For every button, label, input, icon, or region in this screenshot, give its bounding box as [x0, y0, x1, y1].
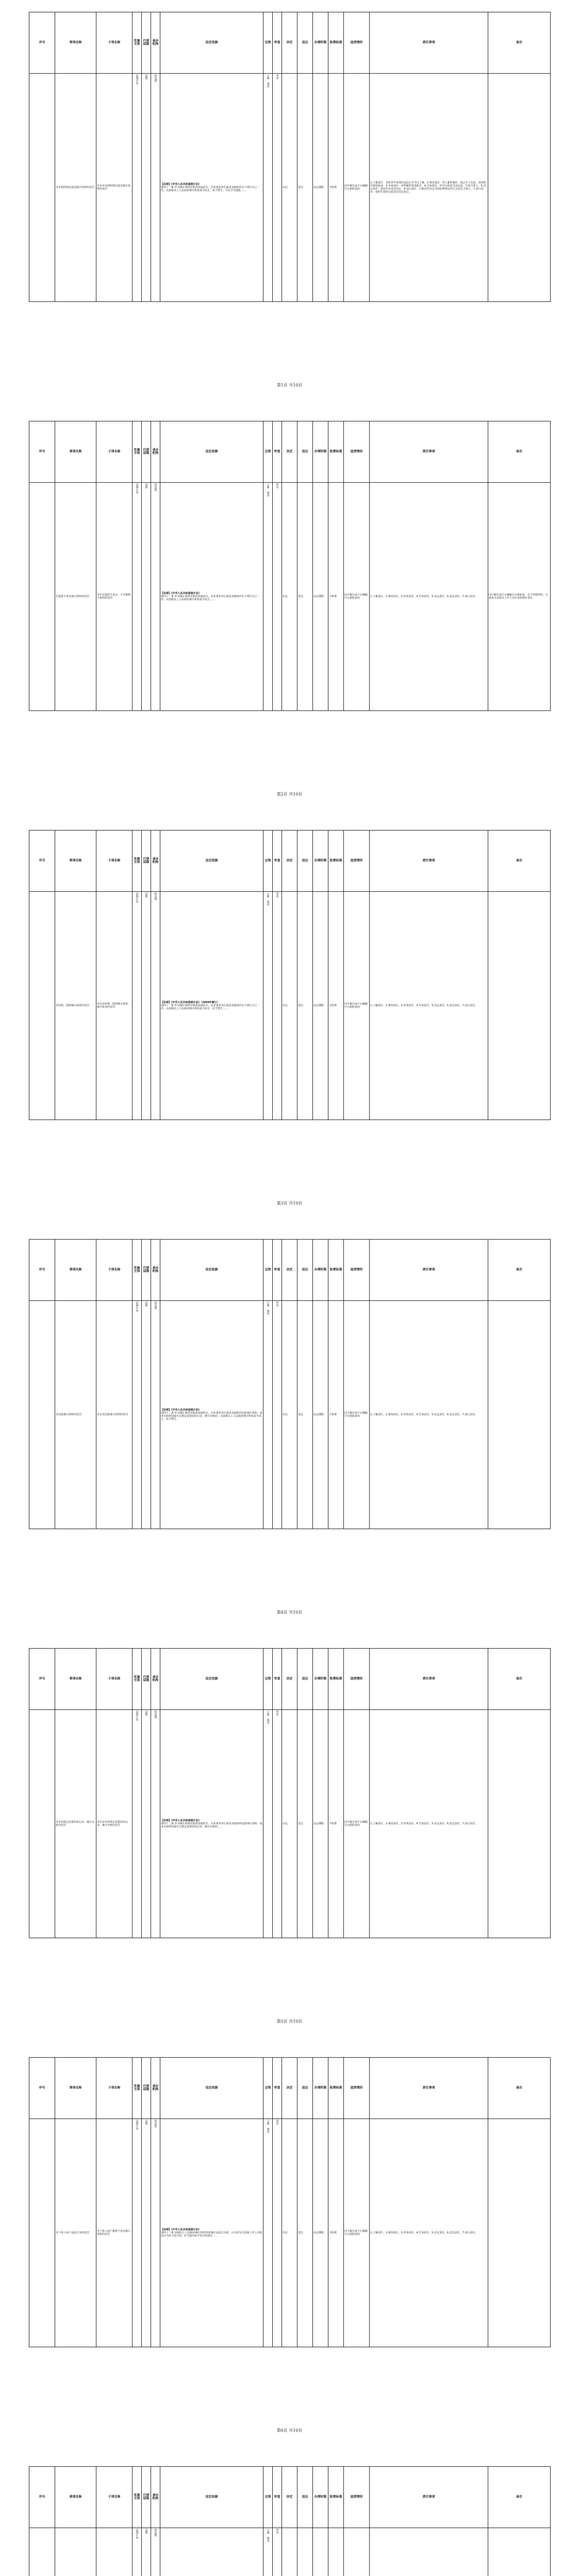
- cell-subject: 县统计局: [133, 483, 142, 711]
- cell-liability: 因不履行或不正确履行行政职责的: [344, 2119, 370, 2347]
- column-header: 设定依据: [160, 2467, 263, 2528]
- cell-subject: 县统计局: [133, 1710, 142, 1938]
- table-row: [29, 74, 551, 302]
- cell-limit: 法定期限: [313, 483, 328, 711]
- cell-basis: 【法律】《中华人民共和国统计法》 第四十三条 县级以上人民政府统计机构查处统计违法行为时，认为对有关国家工作人员依法应当给予处分的，应当提出给予处分的建议……: [160, 2119, 263, 2347]
- table-row: [29, 2119, 551, 2347]
- column-header: 实施主体: [133, 421, 142, 483]
- column-header: 办理时限: [313, 1649, 328, 1710]
- power-list-table: [29, 421, 551, 711]
- column-header: 子项名称: [96, 12, 133, 74]
- column-header: 备注: [488, 1649, 551, 1710]
- column-header: 责任事项: [370, 831, 488, 892]
- column-header: 办理时限: [313, 2467, 328, 2528]
- column-header: 事项名称: [55, 421, 96, 483]
- cell-decision: 决定: [282, 1710, 297, 1938]
- cell-deliver: 送达: [297, 2119, 313, 2347]
- page-footer: 第6页 共10页: [276, 2428, 303, 2433]
- cell-fee: 不收费: [328, 1710, 344, 1938]
- cell-level: 县级: [142, 2119, 151, 2347]
- column-header: 实施主体: [133, 831, 142, 892]
- cell-item: 对未按规定设置原始记录、统计台账的处罚: [55, 1710, 96, 1938]
- column-header: 设定依据: [160, 12, 263, 74]
- header-row: [29, 2467, 551, 2528]
- cell-liability: 因不履行或不正确履行行政职责的: [344, 892, 370, 1120]
- header-row: [29, 2058, 551, 2119]
- column-header: 审查: [273, 12, 282, 74]
- table-row: [29, 1710, 551, 1938]
- column-header: 决定: [282, 12, 297, 74]
- column-header: 子项名称: [96, 2467, 133, 2528]
- cell-process: 立案 调查: [263, 2528, 273, 2576]
- cell-item: [55, 2528, 96, 2576]
- column-header: 过程: [263, 2467, 273, 2528]
- cell-id: [29, 2528, 55, 2576]
- column-header: 收费标准: [328, 421, 344, 483]
- cell-level: 县级: [142, 1301, 151, 1529]
- cell-limit: 法定期限: [313, 1710, 328, 1938]
- column-header: 送达: [297, 1649, 313, 1710]
- power-list-table: [29, 2057, 551, 2347]
- cell-deliver: 送达: [297, 74, 313, 302]
- column-header: 序号: [29, 421, 55, 483]
- cell-decision: 决定: [282, 483, 297, 711]
- cell-fee: 不收费: [328, 892, 344, 1120]
- column-header: 事项名称: [55, 831, 96, 892]
- column-header: 承办机构: [151, 1649, 160, 1710]
- cell-item: 对个体工商户违法行为的处罚: [55, 2119, 96, 2347]
- page-footer: 第1页 共10页: [276, 383, 303, 387]
- column-header: 备注: [488, 421, 551, 483]
- cell-fee: 不收费: [328, 2119, 344, 2347]
- cell-fee: 不收费: [328, 483, 344, 711]
- cell-review: 审查: [273, 2528, 282, 2576]
- cell-item: 对拒绝、阻碍统计调查的处罚: [55, 892, 96, 1120]
- column-header: 设定依据: [160, 831, 263, 892]
- header-row: [29, 12, 551, 74]
- cell-liability: 因不履行或不正确履行行政职责的: [344, 1710, 370, 1938]
- column-header: 办理时限: [313, 831, 328, 892]
- page-footer: 第4页 共10页: [276, 1610, 303, 1615]
- column-header: 过程: [263, 12, 273, 74]
- page: [0, 818, 579, 1227]
- cell-note: [488, 2528, 551, 2576]
- column-header: 承办机构: [151, 1240, 160, 1301]
- cell-org: 执法股: [151, 1301, 160, 1529]
- column-header: 承办机构: [151, 2467, 160, 2528]
- power-list-table: [29, 830, 551, 1120]
- column-header: 过程: [263, 2058, 273, 2119]
- cell-basis: 【法律】《中华人民共和国统计法》 第四十一条 作为统计调查对象的国家机关、企业事业单位或者其他组织有下列行为之一的，由县级以上人民政府统计机构责令改正，给予警告，可以予以通报……: [160, 74, 263, 302]
- cell-limit: 法定期限: [313, 1301, 328, 1529]
- column-header: 设定依据: [160, 1649, 263, 1710]
- column-header: 实施主体: [133, 12, 142, 74]
- cell-fee: 不收费: [328, 74, 344, 302]
- column-header: 行使层级: [142, 421, 151, 483]
- column-header: 收费标准: [328, 2058, 344, 2119]
- column-header: 备注: [488, 831, 551, 892]
- column-header: 行使层级: [142, 12, 151, 74]
- page: [0, 2045, 579, 2454]
- power-list-table: [29, 1648, 551, 1938]
- column-header: 审查: [273, 2467, 282, 2528]
- cell-sub: 对企业提供不真实、不完整统计资料的处罚: [96, 483, 133, 711]
- page: [0, 0, 579, 409]
- cell-basis: 【法律】《中华人民共和国统计法》 第四十二条 作为统计调查对象的国家机关、企业事业单位或者其他组织迟报统计资料，或者未按照国家有关规定设置原始记录、统计台账的……: [160, 1710, 263, 1938]
- column-header: 追责情形: [344, 1240, 370, 1301]
- column-header: 审查: [273, 2058, 282, 2119]
- column-header: 收费标准: [328, 831, 344, 892]
- cell-org: 执法股: [151, 74, 160, 302]
- column-header: 事项名称: [55, 1240, 96, 1301]
- cell-org: 执法股: [151, 2528, 160, 2576]
- column-header: 决定: [282, 1240, 297, 1301]
- cell-sub: 对企业未按规定设置原始记录、统计台账的处罚: [96, 1710, 133, 1938]
- cell-liability: 因不履行或不正确履行行政职责的: [344, 74, 370, 302]
- column-header: 过程: [263, 1240, 273, 1301]
- cell-decision: 决定: [282, 1301, 297, 1529]
- cell-fee: 不收费: [328, 1301, 344, 1529]
- cell-process: 立案 调查: [263, 2119, 273, 2347]
- column-header: 决定: [282, 2058, 297, 2119]
- column-header: 送达: [297, 421, 313, 483]
- cell-org: 执法股: [151, 1710, 160, 1938]
- page-footer: 第5页 共10页: [276, 2019, 303, 2024]
- header-row: [29, 1240, 551, 1301]
- cell-sub: [96, 2528, 133, 2576]
- column-header: 收费标准: [328, 1240, 344, 1301]
- cell-sub: 对个体工商户提供不真实统计资料的处罚: [96, 2119, 133, 2347]
- column-header: 设定依据: [160, 421, 263, 483]
- cell-level: 县级: [142, 2528, 151, 2576]
- cell-deliver: 送达: [297, 483, 313, 711]
- cell-review: 审查: [273, 892, 282, 1120]
- cell-subject: 县统计局: [133, 2119, 142, 2347]
- cell-duty: 1.立案责任。2.调查责任。3.审查责任。4.告知责任。5.决定责任。6.送达责任。7.执行责任。: [370, 892, 488, 1120]
- cell-limit: 法定期限: [313, 74, 328, 302]
- cell-level: 县级: [142, 483, 151, 711]
- column-header: 设定依据: [160, 2058, 263, 2119]
- cell-org: 执法股: [151, 483, 160, 711]
- column-header: 责任事项: [370, 1649, 488, 1710]
- column-header: 追责情形: [344, 2467, 370, 2528]
- column-header: 实施主体: [133, 2467, 142, 2528]
- page: [0, 409, 579, 818]
- power-list-table: [29, 12, 551, 302]
- column-header: 序号: [29, 2467, 55, 2528]
- cell-duty: 1.立案责任。2.调查责任。3.审查责任。4.告知责任。5.决定责任。6.送达责任。7.执行责任。: [370, 2119, 488, 2347]
- cell-fee: [328, 2528, 344, 2576]
- column-header: 行使层级: [142, 2467, 151, 2528]
- column-header: 办理时限: [313, 2058, 328, 2119]
- column-header: 序号: [29, 1240, 55, 1301]
- cell-review: 审查: [273, 1710, 282, 1938]
- cell-note: [488, 1301, 551, 1529]
- table-row: [29, 2528, 551, 2576]
- column-header: 备注: [488, 1240, 551, 1301]
- cell-review: 审查: [273, 1301, 282, 1529]
- cell-item: 对提供不真实统计资料的处罚: [55, 483, 96, 711]
- column-header: 收费标准: [328, 1649, 344, 1710]
- cell-org: 执法股: [151, 892, 160, 1120]
- column-header: 序号: [29, 831, 55, 892]
- cell-subject: 县统计局: [133, 74, 142, 302]
- column-header: 过程: [263, 831, 273, 892]
- cell-basis: [160, 2528, 263, 2576]
- cell-liability: 因不履行或不正确履行行政职责的: [344, 483, 370, 711]
- cell-level: 县级: [142, 1710, 151, 1938]
- cell-limit: [313, 2528, 328, 2576]
- column-header: 子项名称: [96, 2058, 133, 2119]
- column-header: 办理时限: [313, 1240, 328, 1301]
- cell-duty: 1.立案责任。2.调查责任。3.审查责任。4.告知责任。5.决定责任。6.送达责任。7.执行责任。: [370, 1301, 488, 1529]
- cell-duty: [370, 2528, 488, 2576]
- cell-deliver: 送达: [297, 1301, 313, 1529]
- cell-note: [488, 2119, 551, 2347]
- cell-level: 县级: [142, 892, 151, 1120]
- column-header: 追责情形: [344, 831, 370, 892]
- column-header: 决定: [282, 2467, 297, 2528]
- cell-process: 立案 调查: [263, 892, 273, 1120]
- cell-id: [29, 892, 55, 1120]
- column-header: 子项名称: [96, 421, 133, 483]
- column-header: 决定: [282, 421, 297, 483]
- cell-review: 审查: [273, 483, 282, 711]
- cell-note: [488, 892, 551, 1120]
- column-header: 收费标准: [328, 12, 344, 74]
- column-header: 责任事项: [370, 421, 488, 483]
- cell-deliver: 送达: [297, 892, 313, 1120]
- cell-id: [29, 74, 55, 302]
- column-header: 承办机构: [151, 421, 160, 483]
- power-list-table: [29, 2466, 551, 2576]
- column-header: 事项名称: [55, 1649, 96, 1710]
- column-header: 行使层级: [142, 2058, 151, 2119]
- column-header: 审查: [273, 831, 282, 892]
- column-header: 过程: [263, 421, 273, 483]
- column-header: 承办机构: [151, 12, 160, 74]
- cell-note: [488, 74, 551, 302]
- column-header: 设定依据: [160, 1240, 263, 1301]
- column-header: 行使层级: [142, 1649, 151, 1710]
- column-header: 实施主体: [133, 1240, 142, 1301]
- header-row: [29, 421, 551, 483]
- cell-decision: 决定: [282, 892, 297, 1120]
- column-header: 实施主体: [133, 1649, 142, 1710]
- column-header: 责任事项: [370, 2467, 488, 2528]
- column-header: 审查: [273, 1649, 282, 1710]
- cell-deliver: [297, 2528, 313, 2576]
- cell-note: 因不履行或不正确履行行政职责，有下列情形的，行政机关及相关工作人员应承担相应责任: [488, 483, 551, 711]
- column-header: 收费标准: [328, 2467, 344, 2528]
- cell-basis: 【法律】《中华人民共和国统计法》（2009年修订） 第四十一条 作为统计调查对象的国家机关、企业事业单位或者其他组织有下列行为之一的，由县级以上人民政府统计机构责令改正，给予警告……: [160, 892, 263, 1120]
- cell-sub: 对企业迟报统计资料的处罚: [96, 1301, 133, 1529]
- column-header: 决定: [282, 1649, 297, 1710]
- cell-process: 立案 调查: [263, 1710, 273, 1938]
- column-header: 追责情形: [344, 2058, 370, 2119]
- cell-item: 对未按照规定报送统计资料的处罚: [55, 74, 96, 302]
- cell-level: 县级: [142, 74, 151, 302]
- column-header: 实施主体: [133, 2058, 142, 2119]
- column-header: 过程: [263, 1649, 273, 1710]
- cell-process: 立案 调查: [263, 1301, 273, 1529]
- column-header: 事项名称: [55, 2058, 96, 2119]
- column-header: 备注: [488, 2467, 551, 2528]
- cell-sub: 对企业未按照规定报送统计资料的处罚: [96, 74, 133, 302]
- column-header: 序号: [29, 12, 55, 74]
- cell-liability: 因不履行或不正确履行行政职责的: [344, 1301, 370, 1529]
- cell-limit: 法定期限: [313, 892, 328, 1120]
- cell-process: 立案 调查: [263, 483, 273, 711]
- column-header: 事项名称: [55, 2467, 96, 2528]
- page: [0, 2454, 579, 2576]
- column-header: 子项名称: [96, 1649, 133, 1710]
- column-header: 送达: [297, 1240, 313, 1301]
- column-header: 承办机构: [151, 831, 160, 892]
- cell-review: 审查: [273, 74, 282, 302]
- column-header: 责任事项: [370, 2058, 488, 2119]
- table-row: [29, 483, 551, 711]
- cell-subject: 县统计局: [133, 2528, 142, 2576]
- column-header: 追责情形: [344, 1649, 370, 1710]
- cell-id: [29, 1301, 55, 1529]
- cell-liability: [344, 2528, 370, 2576]
- cell-subject: 县统计局: [133, 1301, 142, 1529]
- column-header: 责任事项: [370, 12, 488, 74]
- column-header: 送达: [297, 12, 313, 74]
- cell-note: [488, 1710, 551, 1938]
- cell-deliver: 送达: [297, 1710, 313, 1938]
- column-header: 审查: [273, 1240, 282, 1301]
- column-header: 办理时限: [313, 12, 328, 74]
- cell-decision: 决定: [282, 2119, 297, 2347]
- cell-sub: 对企业拒绝、阻碍统计调查、统计检查的处罚: [96, 892, 133, 1120]
- cell-basis: 【法律】《中华人民共和国统计法》 第四十二条 作为统计调查对象的国家机关、企业事业单位或者其他组织迟报统计资料，或者未按照国家有关规定设置原始记录、统计台账的，由县级以上人民政府统计机构责令改正，给予警告。: [160, 1301, 263, 1529]
- column-header: 追责情形: [344, 12, 370, 74]
- page: [0, 1636, 579, 2045]
- column-header: 决定: [282, 831, 297, 892]
- cell-item: 对迟报统计资料的处罚: [55, 1301, 96, 1529]
- column-header: 送达: [297, 2058, 313, 2119]
- column-header: 追责情形: [344, 421, 370, 483]
- table-row: [29, 892, 551, 1120]
- column-header: 事项名称: [55, 12, 96, 74]
- cell-decision: [282, 2528, 297, 2576]
- column-header: 子项名称: [96, 1240, 133, 1301]
- page: [0, 1227, 579, 1636]
- header-row: [29, 1649, 551, 1710]
- column-header: 行使层级: [142, 1240, 151, 1301]
- cell-review: 审查: [273, 2119, 282, 2347]
- column-header: 审查: [273, 421, 282, 483]
- column-header: 子项名称: [96, 831, 133, 892]
- cell-decision: 决定: [282, 74, 297, 302]
- page-footer: 第2页 共10页: [276, 792, 303, 796]
- page-footer: 第3页 共10页: [276, 1201, 303, 1206]
- cell-process: 立案 调查: [263, 74, 273, 302]
- cell-subject: 县统计局: [133, 892, 142, 1120]
- cell-id: [29, 1710, 55, 1938]
- column-header: 送达: [297, 831, 313, 892]
- cell-duty: 1.立案责任。2.调查责任。3.审查责任。4.告知责任。5.决定责任。6.送达责任。7.执行责任。: [370, 483, 488, 711]
- column-header: 备注: [488, 12, 551, 74]
- cell-basis: 【法律】《中华人民共和国统计法》 第四十一条 作为统计调查对象的国家机关、企业事业单位或者其他组织有下列行为之一的，由县级以上人民政府统计机构责令改正……: [160, 483, 263, 711]
- column-header: 备注: [488, 2058, 551, 2119]
- cell-id: [29, 2119, 55, 2347]
- column-header: 办理时限: [313, 421, 328, 483]
- header-row: [29, 831, 551, 892]
- column-header: 序号: [29, 2058, 55, 2119]
- power-list-table: [29, 1239, 551, 1529]
- column-header: 行使层级: [142, 831, 151, 892]
- cell-duty: 1.立案责任。2.调查责任。3.审查责任。4.告知责任。5.决定责任。6.送达责任。7.执行责任。: [370, 1710, 488, 1938]
- column-header: 责任事项: [370, 1240, 488, 1301]
- cell-duty: 1.立案责任：对检查中发现的违法行为予以立案。2.调查责任：对立案的案件，指定专人负责，及时组织调查取证。3.审查责任：审理案件调查报告。4.告知责任：作出行政处罚决定前，告知当事人。5.决定责任：依法作出处罚决定。6.送达责任：行政处罚决定书按法律规定的方式送达当事人。7.执行责任：依照生效的行政处罚决定执行。: [370, 74, 488, 302]
- table-row: [29, 1301, 551, 1529]
- cell-limit: 法定期限: [313, 2119, 328, 2347]
- cell-org: 执法股: [151, 2119, 160, 2347]
- column-header: 送达: [297, 2467, 313, 2528]
- column-header: 序号: [29, 1649, 55, 1710]
- cell-id: [29, 483, 55, 711]
- column-header: 承办机构: [151, 2058, 160, 2119]
